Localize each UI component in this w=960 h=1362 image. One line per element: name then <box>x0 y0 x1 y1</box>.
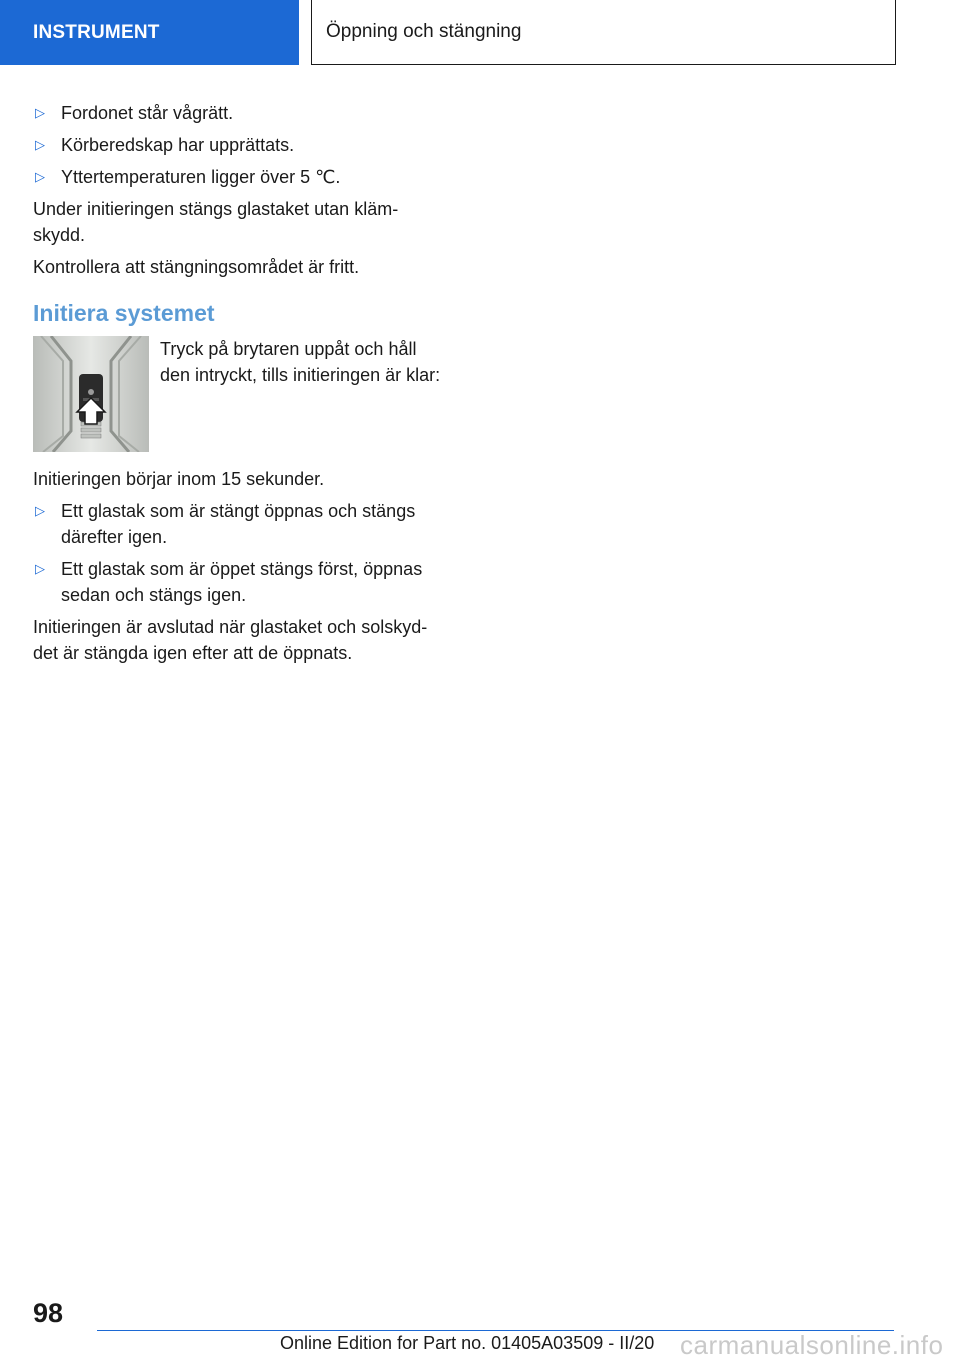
list-item-text: Körberedskap har upprättats. <box>61 135 295 155</box>
roof-switch-illustration <box>33 336 149 452</box>
watermark: carmanualsonline.info <box>680 1330 944 1360</box>
page-number: 98 <box>33 1298 64 1328</box>
footer-edition: Online Edition for Part no. 01405A03509 - II/20 <box>280 1333 655 1353</box>
bullet-triangle-icon: ▷ <box>35 105 45 120</box>
list-item-text: Ett glastak som är öppet stängs först, öppnas sedan och stängs igen. <box>61 559 423 605</box>
bullet-triangle-icon: ▷ <box>35 169 45 184</box>
main-content <box>33 100 448 672</box>
paragraph: Initieringen är avslutad när glastaket och solskyd-det är stängda igen efter att de öppnats. <box>33 617 428 663</box>
paragraph: Kontrollera att stängningsområdet är fritt. <box>33 257 360 277</box>
paragraph: Initieringen börjar inom 15 sekunder. <box>33 469 325 489</box>
chapter-tab-label: INSTRUMENT <box>33 21 160 43</box>
list-item-text: Yttertemperaturen ligger över 5 ℃. <box>61 167 341 187</box>
list-item <box>33 498 448 550</box>
chapter-tab <box>0 0 299 65</box>
bullet-triangle-icon: ▷ <box>35 503 45 518</box>
bullet-triangle-icon: ▷ <box>35 561 45 576</box>
paragraph: Under initieringen stängs glastaket utan kläm-skydd. <box>33 199 399 245</box>
list-item-text: Fordonet står vågrätt. <box>61 103 234 123</box>
section-header <box>311 0 896 65</box>
list-item-text: Ett glastak som är stängt öppnas och stängs därefter igen. <box>61 501 416 547</box>
figure-row <box>33 336 448 452</box>
roof-switch-image <box>33 336 149 452</box>
section-heading: Initiera systemet <box>33 300 215 326</box>
list-item <box>33 164 448 190</box>
bullet-triangle-icon: ▷ <box>35 137 45 152</box>
section-title: Öppning och stängning <box>326 21 522 42</box>
figure-caption: Tryck på brytaren uppåt och håll den intryckt, tills initieringen är klar: <box>160 339 441 385</box>
list-item <box>33 132 448 158</box>
list-item <box>33 100 448 126</box>
list-item <box>33 556 448 608</box>
